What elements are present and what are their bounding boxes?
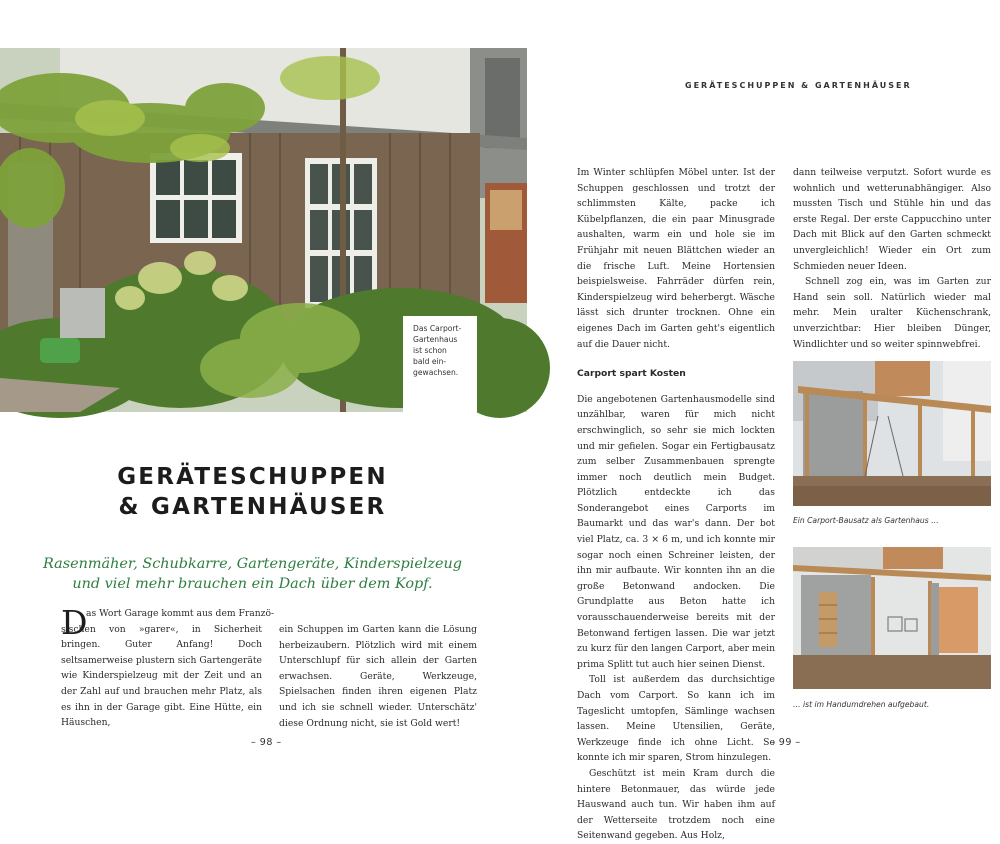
chapter-title-line-1: GERÄTESCHUPPEN <box>117 464 388 490</box>
body-paragraph: dann teilweise verputzt. Sofort wurde es wohnlich und wetterunabhängiger. Also mussten Tisch und Stühle hin und das erste Regal. Der erste Cappucchino unter Dach mit Blick auf den Garten schmeckt unvergleichlich! Wieder ein Ort zum Schmieden neuer Ideen. <box>793 167 991 272</box>
carport-built-photo <box>793 547 991 689</box>
page-number-right: – 99 – <box>770 737 801 748</box>
chapter-title-line-2: & GARTENHÄUSER <box>118 494 387 520</box>
hero-caption-line: Gartenhaus <box>413 335 458 344</box>
right-column-1 <box>577 165 775 844</box>
drop-cap: D <box>61 603 88 642</box>
hero-caption-line: bald ein- <box>413 357 447 366</box>
carport-built-illustration <box>793 547 991 689</box>
body-paragraph: sischen von »garer«, in Sicherheit bringen. Guter Anfang! Doch seltsamerweise plustern sich Gartengeräte wie Kinderspielzeug mit der Zeit und an der Zahl auf und brauchen mehr Platz, als es ihn in der Garage gibt. Eine Hütte, ein Häuschen, <box>61 623 262 729</box>
body-paragraph: ein Schuppen im Garten kann die Lösung herbeizaubern. Plötzlich wird mit einem Unterschlupf für sich allein der Garten erwachsen. Geräte, Werkzeuge, Spielsachen finden ihren eigenen Platz und ich sie schnell wieder. Unterschätz' diese Ordnung nicht, sie ist Gold wert! <box>279 624 477 729</box>
lead-line-2: und viel mehr brauchen ein Dach über dem Kopf. <box>72 576 433 592</box>
first-line: as Wort Garage kommt aus dem Franzö- <box>86 608 275 619</box>
body-paragraph: Schnell zog ein, was im Garten zur Hand sein soll. Natürlich wieder mal mehr. Mein uralter Küchenschrank, unverzichtbar: Hier bleiben Dünger, Windlichter und so weiter spinnwebfrei. <box>793 276 991 350</box>
chapter-lead <box>0 554 505 594</box>
page-number-left: – 98 – <box>251 737 282 748</box>
hero-caption <box>403 316 477 412</box>
body-paragraph: Im Winter schlüpfen Möbel unter. Ist der Schuppen geschlossen und trotzt der schlimmsten Kälte, packe ich Kübelpflanzen, die ein paar Minusgrade aushalten, warm ein und hole sie im Frühjahr mit neuen Blättchen wieder an die frische Luft. Meine Hortensien beispielsweise. Fahrräder dürfen rein, Kinderspielzeug wird beherbergt. Wäsche lässt sich drunter trocknen. Ohne ein eigenes Dach im Garten geht's eigentlich auf die Dauer nicht. <box>577 167 775 350</box>
carport-kit-photo <box>793 361 991 506</box>
right-column-2 <box>793 165 991 352</box>
carport-kit-illustration <box>793 361 991 506</box>
body-paragraph: Die angebotenen Gartenhausmodelle sind unzählbar, waren für mich nicht erschwinglich, so sehr sie mich lockten und mir gefielen. Sogar ein Fertigbausatz zum selber Zusammenbauen sprengte immer noch deutlich mein Budget. Plötzlich entdeckte ich das Sonderangebot eines Carports im Baumarkt und das war's dann. Der bot viel Platz, ca. 3 × 6 m, und ich konnte mir sogar noch einen Schreiner leisten, der ihn mir aufbaute. Wir konnten ihn an die große Betonwand andocken. Die Grundplatte aus Beton hatte ich vorausschauenderweise bereits mit der Betonwand fertigen lassen. Die war jetzt zu kurz für den langen Carport, aber mein prima Splitt tut auch hier seinen Dienst. <box>577 393 775 670</box>
body-paragraph: Toll ist außerdem das durchsichtige Dach vom Carport. So kann ich im Tageslicht umtopfen, Sämlinge wachsen lassen. Meine Utensilien, Geräte, Werkzeuge finde ich ohne Licht. So konnte ich mir sparen, Strom hinzulegen. <box>577 674 775 764</box>
hero-caption-line: Das Carport- <box>413 324 462 333</box>
left-column-2 <box>279 622 477 731</box>
carport-kit-caption: Ein Carport-Bausatz als Gartenhaus … <box>793 516 939 525</box>
hero-caption-line: ist schon <box>413 346 447 355</box>
left-column-1 <box>61 603 275 731</box>
body-paragraph: Geschützt ist mein Kram durch die hintere Betonmauer, das würde jede Hauswand auch tun. Wir haben ihm auf der Wetterseite trotzdem noch eine Seitenwand gegeben. Aus Holz, <box>577 767 775 842</box>
chapter-title <box>0 462 505 522</box>
section-subhead: Carport spart Kosten <box>577 368 686 380</box>
lead-line-1: Rasenmäher, Schubkarre, Gartengeräte, Kinderspielzeug <box>42 556 463 572</box>
running-head: GERÄTESCHUPPEN & GARTENHÄUSER <box>685 81 912 90</box>
carport-built-caption: … ist im Handumdrehen aufgebaut. <box>793 700 930 709</box>
hero-caption-line: gewachsen. <box>413 368 459 377</box>
